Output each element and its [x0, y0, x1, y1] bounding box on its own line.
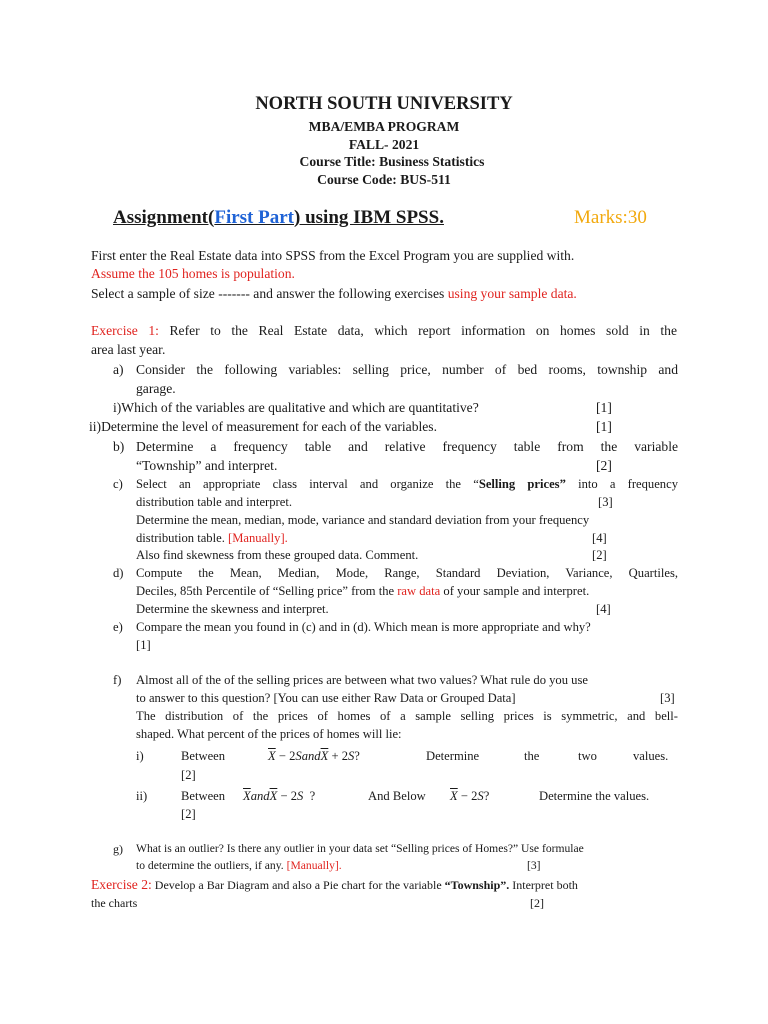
item-a-ii-mark: [1]	[596, 419, 612, 434]
item-d-line-2: Deciles, 85th Percentile of “Selling price” from the raw data of your sample and interpret.	[136, 584, 590, 598]
item-f-i-two: two	[578, 749, 597, 763]
exercise-2-line-1: Exercise 2: Develop a Bar Diagram and also a Pie chart for the variable “Township”. Interpret both	[91, 877, 578, 892]
item-c-mark-2: [4]	[592, 531, 607, 545]
item-b-marker: b)	[113, 439, 125, 454]
item-e-marker: e)	[113, 620, 123, 634]
item-c-mark-3: [2]	[592, 548, 607, 562]
item-f-i-formula: $\overline{X}$ − $2Sand\overline{X} + 2S$?	[268, 749, 360, 763]
item-c-line-2: distribution table and interpret.	[136, 495, 292, 509]
item-d-line-1: Compute the Mean, Median, Mode, Range, Standard Deviation, Variance, Quartiles,	[136, 566, 678, 580]
item-f-i-between: Between	[181, 749, 226, 763]
item-d-marker: d)	[113, 566, 124, 580]
course-code: Course Code: BUS-511	[317, 172, 451, 187]
university-title: NORTH SOUTH UNIVERSITY	[255, 94, 513, 114]
item-b-mark: [2]	[596, 458, 612, 473]
item-f-ii-and-below: And Below	[368, 789, 426, 803]
item-f-i-marker: i)	[136, 749, 144, 763]
item-f-line-2: to answer to this question? [You can use either Raw Data or Grouped Data]	[136, 691, 516, 705]
item-g-line-1: What is an outlier? Is there any outlier in your data set “Selling prices of Homes?” Use formulae	[136, 842, 584, 855]
item-c-line-1: Select an appropriate class interval and organize the “Selling prices” into a frequency	[136, 477, 678, 491]
item-g-mark: [3]	[527, 859, 541, 872]
item-a-line-1: Consider the following variables: selling price, number of bed rooms, township and	[136, 362, 678, 377]
exercise-2-line-2: the charts	[91, 896, 138, 910]
item-d-mark: [4]	[596, 602, 611, 616]
item-c-line-4: distribution table. [Manually].	[136, 531, 288, 545]
item-f-line-4: shaped. What percent of the prices of homes will lie:	[136, 727, 402, 741]
item-g-line-2: to determine the outliers, if any. [Manually].	[136, 859, 342, 872]
item-f-mark: [3]	[660, 691, 675, 705]
item-b-line-1: Determine a frequency table and relative frequency table from the variable	[136, 439, 678, 454]
item-f-ii-formula-2: $\overline{X} - 2S$?	[450, 789, 490, 803]
marks-label: Marks:30	[574, 207, 647, 228]
item-d-line-3: Determine the skewness and interpret.	[136, 602, 329, 616]
item-f-i-mark: [2]	[181, 768, 196, 782]
item-f-ii-determine: Determine the values.	[539, 789, 650, 803]
item-c-line-3: Determine the mean, median, mode, variance and standard deviation from your frequency	[136, 513, 590, 527]
item-c-line-5: Also find skewness from these grouped data. Comment.	[136, 548, 419, 562]
item-f-ii-mark: [2]	[181, 807, 196, 821]
item-f-line-1: Almost all of the of the selling prices are between what two values? What rule do you use	[136, 673, 588, 687]
assignment-title: Assignment(First Part) using IBM SPSS.	[113, 207, 444, 228]
item-f-ii-marker: ii)	[136, 789, 148, 803]
intro-line-1: First enter the Real Estate data into SPSS from the Excel Program you are supplied with.	[91, 248, 575, 263]
item-f-marker: f)	[113, 673, 122, 687]
item-f-ii-formula: $\overline{X}and\overline{X} - 2S$ ?	[243, 789, 316, 803]
item-a-line-2: garage.	[136, 381, 176, 396]
item-c-mark-1: [3]	[598, 495, 613, 509]
item-b-line-2: “Township” and interpret.	[136, 458, 278, 473]
item-f-line-3: The distribution of the prices of homes of a sample selling prices is symmetric, and bell-	[136, 709, 678, 723]
item-f-i-determine: Determine	[426, 749, 480, 763]
item-a-ii: ii)Determine the level of measurement for each of the variables.	[89, 419, 437, 434]
intro-line-2: Assume the 105 homes is population.	[91, 266, 295, 281]
item-a-i: i)Which of the variables are qualitative and which are quantitative?	[113, 400, 479, 415]
item-f-i-values: values.	[633, 749, 669, 763]
term: FALL- 2021	[348, 137, 420, 152]
item-f-i-the: the	[524, 749, 540, 763]
item-e-mark: [1]	[136, 638, 151, 652]
item-e-line-1: Compare the mean you found in (c) and in (d). Which mean is more appropriate and why?	[136, 620, 591, 634]
item-g-marker: g)	[113, 842, 123, 856]
item-a-marker: a)	[113, 362, 124, 377]
item-f-ii-between: Between	[181, 789, 226, 803]
item-a-i-mark: [1]	[596, 400, 612, 415]
intro-line-3: Select a sample of size ------- and answer the following exercises using your sample data.	[91, 286, 577, 301]
exercise-2-mark: [2]	[530, 896, 544, 910]
program-name: MBA/EMBA PROGRAM	[308, 119, 460, 134]
exercise-1-line-1: Exercise 1: Refer to the Real Estate data, which report information on homes sold in the	[91, 323, 677, 338]
exercise-1-line-2: area last year.	[91, 342, 166, 357]
item-c-marker: c)	[113, 477, 123, 491]
course-title: Course Title: Business Statistics	[299, 154, 485, 169]
